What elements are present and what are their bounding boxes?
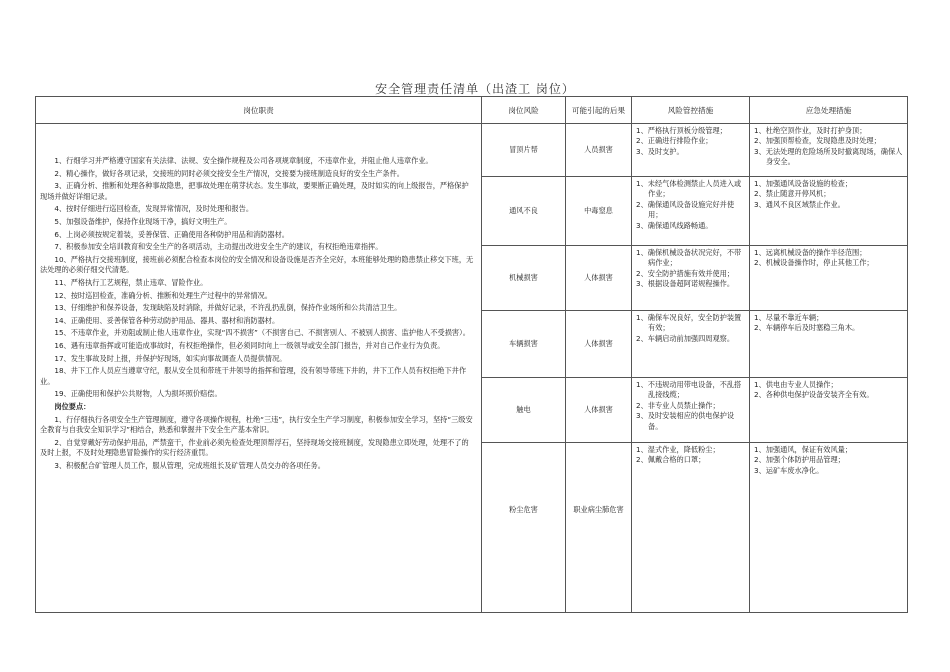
emergency-item: 1、供电由专业人员操作； [754,380,838,389]
header-duties: 岗位职责 [36,97,482,124]
duty-item: 11、严格执行工艺规程，禁止违章、冒险作业。 [54,277,208,287]
control-item: 1、确保车况良好，安全防护装置有效； [636,313,742,333]
consequence-label: 人体损害 [584,404,613,414]
emergency-list [750,124,907,170]
control-item: 3、确保通风线路畅通。 [636,220,713,230]
emergency-item: 2、各种供电保护设备安装齐全有效。 [754,390,874,400]
emergency-item: 1、杜绝空顶作业，及时打护身顶； [754,126,867,135]
emergency-cell [750,177,907,246]
control-list [632,443,724,468]
risk-cell [482,124,565,177]
key-point-item: 1、行仔细执行各项安全生产管理制度，遵守各项操作规程，杜绝“三违”，执行安全生产学习制度，积极参加安全学习，坚持“三级安全教育与自我安全知识学习”相结合，熟悉和掌握井下安全生产基本常识。 [40,414,473,434]
control-list [632,124,731,159]
consequence-column [566,124,632,613]
consequence-cell [566,443,631,577]
duty-item: 2、精心操作，做好各项记录，交接班的同时必须交接安全生产情况，交接要为接班制造良好的安全生产条件。 [54,168,404,178]
risk-label: 通风不良 [509,205,538,215]
emergency-item: 2、加强顶帮检查，发现隐患及时处理； [754,136,881,146]
page-title: 安全管理责任清单（出渣工 岗位） [375,82,575,96]
control-column [632,124,750,613]
key-points-list [40,415,475,472]
control-item: 2、非专业人员禁止操作； [636,400,720,410]
duty-item: 1、行细学习并严格遵守国家有关法律、法规、安全操作规程及公司各项规章制度，不违章作业，并阻止他人违章作业。 [54,156,433,165]
emergency-cell [750,124,907,177]
emergency-item: 1、加强通风，保证有效风量； [754,445,853,454]
emergency-item: 2、车辆停车后及时塞稳三角木。 [754,323,860,333]
header-consequence: 可能引起的后果 [566,97,632,124]
duty-item: 4、按时仔细进行巡回检查，发现异常情况，及时处理和报告。 [54,204,254,214]
risk-label: 触电 [516,404,531,414]
control-item: 1、不违规动用带电设备，不乱搭乱接线缆； [636,380,742,400]
emergency-list [750,378,878,403]
duty-item: 14、正确使用、妥善保管各种劳动防护用品、器具、器材和消防器材。 [54,315,280,325]
risk-cell [482,311,565,378]
control-list [632,177,749,233]
responsibility-table [35,96,908,613]
emergency-cell [750,443,907,577]
header-row [36,97,908,124]
duty-item: 18、井下工作人员应当遵章守纪，服从安全员和带班干井领导的指挥和管理，没有领导带班下井的，井下工作人员有权拒绝下井作业。 [40,366,467,386]
consequence-cell [566,177,631,246]
body-row [36,124,908,613]
consequence-label: 人体损害 [584,272,613,282]
duties-list [40,156,475,400]
emergency-item: 1、远离机械设备的操作半径范围； [754,248,867,257]
risk-cell [482,443,565,577]
consequence-label: 人员损害 [584,144,613,154]
risk-column [482,124,566,613]
control-item: 1、未经气体检测禁止人员进入或作业； [636,179,742,199]
risk-cell [482,246,565,311]
emergency-list [750,311,863,336]
control-item: 3、及时安装相应的供电保护设备。 [636,411,735,431]
emergency-item: 1、尽量不靠近车辆； [754,313,824,322]
control-item: 2、确保通风设备设施完好并使用； [636,199,735,220]
risk-label: 冒顶片帮 [509,144,538,154]
key-points-heading: 岗位要点： [54,401,91,411]
duty-item: 17、发生事故及时上报，并保护好现场，如实向事故调查人员提供情况。 [54,353,287,363]
emergency-item: 3、运矿车废水净化。 [754,465,824,475]
duty-item: 6、上岗必须按规定着装，妥善保管、正确使用各种防护用品和消防器材。 [54,229,289,239]
control-item: 1、确保机械设备状况完好，不带病作业； [636,248,742,268]
consequence-label: 职业病尘肺危害 [573,504,624,514]
duty-item: 3、正确分析、推断和处理各种事故隐患，把事故处理在萌芽状态。发生事故，要果断正确处理，及时如实的向上级报告，严格保护现场并做好详细记录。 [40,181,469,201]
control-cell [632,246,749,311]
control-list [632,246,749,292]
emergency-item: 3、无法处理的危险场所及时撤离现场，确保人身安全。 [754,146,903,167]
emergency-list [750,443,856,478]
control-cell [632,177,749,246]
duties-cell [36,124,482,613]
control-item: 2、安全防护措施有效并使用； [636,268,735,278]
control-item: 3、及时支护。 [636,146,684,156]
duty-item: 16、遇有违章指挥或可能造成事故时，有权拒绝操作，但必须同时向上一级领导或安全部门报告，并对自己作业行为负责。 [54,341,445,350]
control-item: 1、严格执行顶板分级管理； [636,126,727,135]
emergency-item: 2、禁止随意开停风机； [754,189,831,199]
duty-item: 15、不违章作业，并劝阻或制止他人违章作业，实现“四不损害”（不损害自己、不损害别人、不被别人损害、监护他人不受损害）。 [54,328,470,338]
emergency-list [750,177,856,212]
control-item: 3、根据设备超阿诺规程操作。 [636,279,735,289]
risk-label: 机械损害 [509,272,538,282]
risk-label: 粉尘危害 [509,504,538,514]
consequence-cell [566,311,631,378]
key-point-item: 3、积极配合矿管理人员工作，服从管理，完成班组长及矿管理人员交办的各项任务。 [54,460,325,470]
emergency-list [750,246,878,271]
consequence-cell [566,124,631,177]
emergency-column [750,124,908,613]
key-point-item: 2、自觉穿戴好劳动保护用品，严禁蛮干，作业前必须先检查处理顶帮浮石，坚持现场交接班制度，发现隐患立即处理，处理不了的及时上报，不及时处理隐患冒险操作的实行经济重罚。 [40,437,469,458]
control-item: 1、湿式作业，降低粉尘； [636,445,720,454]
consequence-cell [566,378,631,443]
control-item: 2、车辆启动前加强四周观察。 [636,333,735,343]
emergency-item: 3、通风不良区域禁止作业。 [754,199,845,209]
control-list [632,378,749,434]
emergency-cell [750,311,907,378]
duty-item: 19、正确使用和保护公共财物，人为损坏照价赔偿。 [54,389,222,399]
emergency-item: 1、加强通风设备设施的检查； [754,179,853,188]
control-list [632,311,749,346]
header-risk: 岗位风险 [482,97,566,124]
emergency-item: 2、机械设备操作时，停止其他工作； [754,258,874,268]
risk-cell [482,177,565,246]
consequence-label: 人体损害 [584,338,613,348]
control-cell [632,443,749,577]
duty-item: 10、严格执行交接班制度，接班前必须配合检查本岗位的安全情况和设备设施是否齐全完好，本班能够处理的隐患禁止移交下班，无法处理的必须仔细交代清楚。 [40,254,474,275]
emergency-cell [750,246,907,311]
risk-cell [482,378,565,443]
duty-item: 7、积极参加安全培训教育和安全生产的各项活动，主动提出改进安全生产的建议，有权拒绝违章指挥。 [54,242,383,252]
control-item: 2、佩戴合格的口罩； [636,455,706,465]
duty-item: 5、加强设备维护，保持作业现场干净，搞好文明生产。 [54,216,232,226]
risk-label: 车辆损害 [509,338,538,348]
control-cell [632,311,749,378]
duty-item: 13、仔细维护和保养设备，发现缺陷及时消除，并做好记录，不许乱扔乱倒，保持作业场所和公共清洁卫生。 [54,303,402,313]
header-control: 风险管控措施 [632,97,750,124]
emergency-cell [750,378,907,443]
consequence-cell [566,246,631,311]
duty-item: 12、按时巡回检查，准确分析、推断和处理生产过程中的异常情况。 [54,290,272,300]
control-item: 2、正确进行排险作业； [636,136,713,146]
control-cell [632,378,749,443]
header-emergency: 应急处理措施 [750,97,908,124]
control-cell [632,124,749,177]
consequence-label: 中毒窒息 [584,205,613,215]
emergency-item: 2、加强个体防护用品管理； [754,455,845,465]
